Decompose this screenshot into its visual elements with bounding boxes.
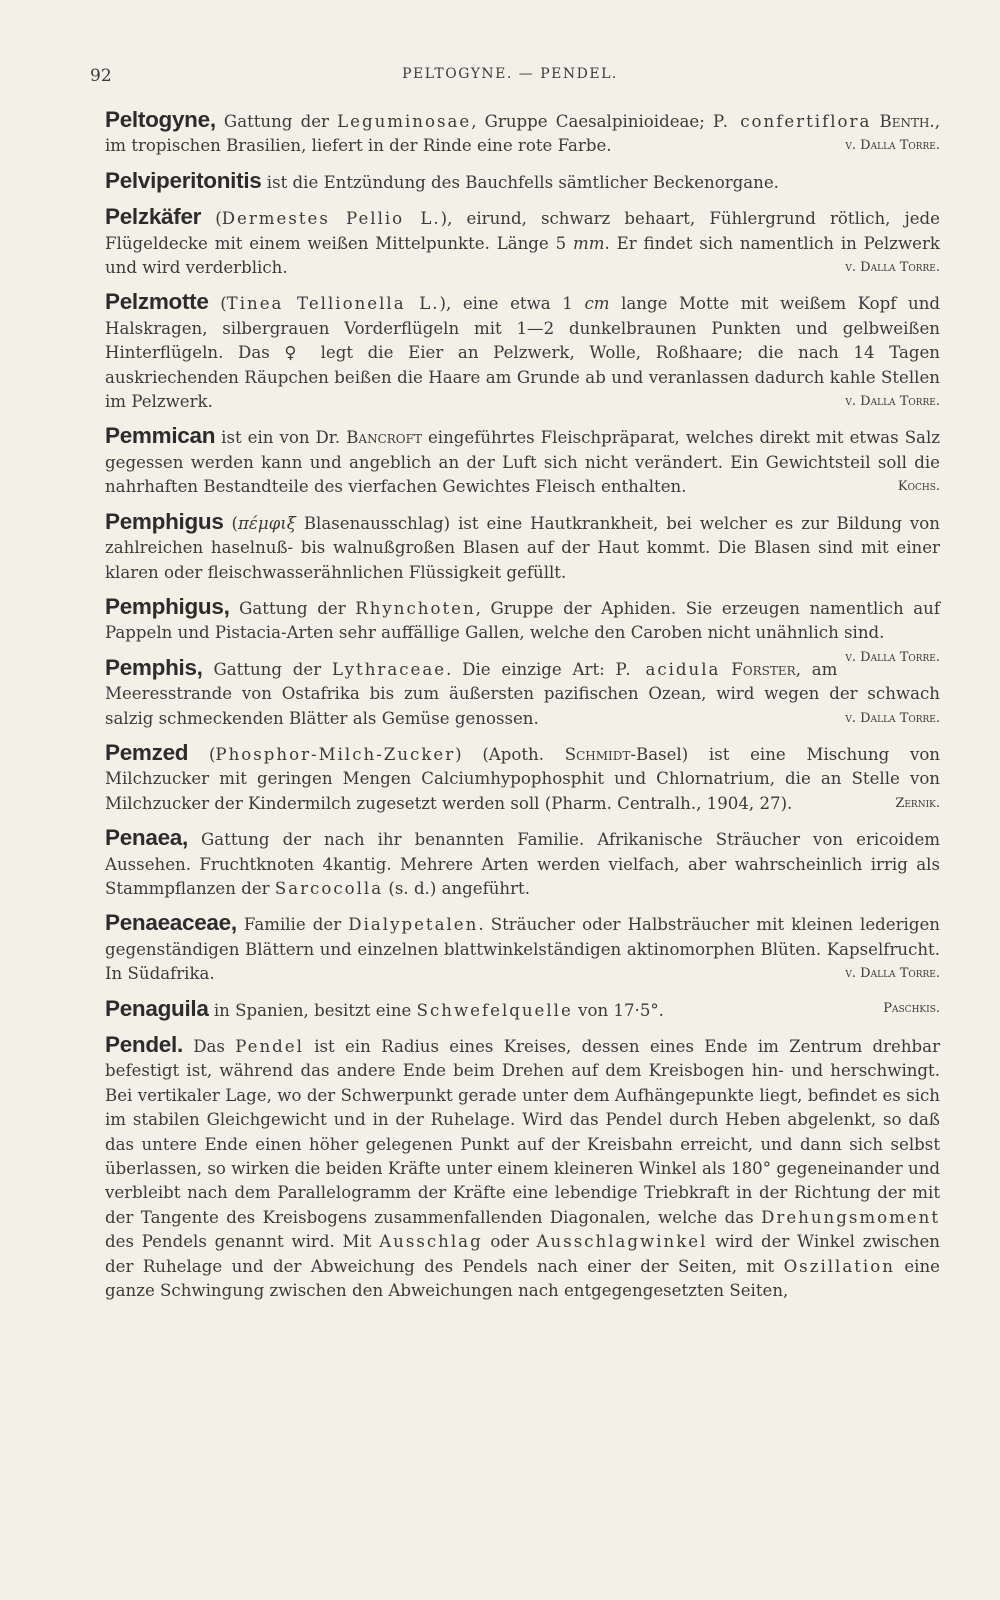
- author-name: Bancroft: [346, 428, 422, 448]
- spaced-term: P. confertiflora: [713, 112, 872, 131]
- entry-text: eingeführtes Fleischpräparat, welches direkt mit etwas Salz gegessen werden kann und angeblich an der Luft sich nicht verändert. Ein Gewichtsteil soll die nahrhaften Bestandteile des vierfachen Gewichtes Fleisch enthalten.: [105, 428, 941, 497]
- entry-pelzmotte: [105, 290, 940, 414]
- headword: Pemphigus: [105, 508, 224, 534]
- entry-text: Gattung der: [229, 598, 356, 618]
- entry-text: , im tropischen Brasilien, liefert in der Rinde eine rote Farbe.: [105, 112, 940, 156]
- entry-text: ist die Entzündung des Bauchfells sämtlicher Beckenorgane.: [261, 172, 779, 192]
- headword: Peltogyne,: [105, 107, 216, 132]
- entry-author: v. Dalla Torre.: [845, 649, 940, 665]
- entry-text: von 17·5°.: [572, 1000, 664, 1020]
- spaced-term: Ausschlag: [379, 1232, 483, 1252]
- entry-pemphigus-genus: [105, 593, 940, 665]
- author-name: Benth.: [879, 112, 935, 131]
- headword: Pemphis,: [105, 654, 203, 680]
- entry-pemmican: [105, 424, 940, 499]
- entry-text: wird der Winkel zwischen der Ruhelage und der Abweichung des Pendels nach einer der Seiten, mit: [105, 1232, 940, 1276]
- entry-text: , Gruppe der Aphiden. Sie erzeugen namentlich auf Pappeln und Pistacia-Arten sehr auffällige Gallen, welche den Caroben nicht unähnlich sind.: [105, 598, 940, 643]
- author-name: Schmidt: [564, 744, 631, 764]
- spaced-term: Tinea Tellionella L.: [226, 294, 440, 314]
- entry-text: . Sträucher oder Halbsträucher mit kleinen lederigen gegenständigen Blättern und einzelnen blattwinkelständigen aktinomorphen Blüten. Kapselfrucht. In Südafrika.: [105, 915, 940, 984]
- entry-text: , am Meeresstrande von Ostafrika bis zum äußersten pazifischen Ozean, wird wegen der schwach salzig schmeckenden Blätter als Gemüse genossen.: [105, 659, 940, 728]
- entry-author: Zernik.: [895, 795, 940, 811]
- entry-text: ), eine etwa 1: [439, 294, 585, 314]
- entry-text: lange Motte mit weißem Kopf und Halskragen, silbergrauen Vorderflügeln mit 1—2 dunkelbraunen Punkten und gelbweißen Hinterflügeln. Das ♀ legt die Eier an Pelzwerk, Wolle, Roßhaare; die nach 14 Tagen auskriechenden Räupchen beißen die Haare am Grunde ab und veranlassen dadurch kahle Stellen im Pelzwerk.: [105, 294, 941, 412]
- spaced-term: Schwefelquelle: [416, 1000, 573, 1020]
- spaced-term: Dialypetalen: [348, 915, 479, 935]
- headword: Pendel.: [105, 1032, 183, 1057]
- entry-pemzed: [105, 741, 940, 816]
- entry-penaeaceae: [105, 911, 940, 986]
- spaced-term: Leguminosae: [337, 112, 472, 131]
- page-number: 92: [90, 66, 112, 86]
- entry-text: Familie der: [236, 915, 349, 935]
- entry-text: ist ein Radius eines Kreises, dessen eines Ende im Zentrum drehbar befestigt ist, während das andere Ende beim Drehen auf dem Kreisbogen hin- und herschwingt. Bei vertikaler Lage, wo der Schwerpunkt gerade unter dem Aufhängepunkte liegt, befindet es sich im stabilen Gleichgewicht und in der Ruhelage. Wird das Pendel durch Heben abgelenkt, so daß das untere Ende einen höher gelegenen Punkt auf der Kreisbahn erreicht, und dann sich selbst überlassen, so wirken die beiden Kräfte unter einem kleineren Winkel als 180° gegeneinander und verbleibt nach dem Parallelogramm der Kräfte eine lebendige Triebkraft in der Richtung der mit der Tangente des Kreisbogens zusammenfallenden Diagonalen, welche das: [105, 1037, 940, 1227]
- spaced-term: Dermestes Pellio L.: [221, 209, 441, 229]
- entry-text: Gattung der nach ihr benannten Familie. Afrikanische Sträucher von ericoidem Aussehen. Fruchtknoten 4kantig. Mehrere Arten werden vielfach, aber wahrscheinlich irrig als Stammpflanzen der: [105, 830, 940, 898]
- entry-text: . Die einzige Art:: [446, 659, 616, 679]
- entry-text: (: [201, 209, 222, 229]
- entry-pelviperitonitis: [105, 169, 940, 195]
- entry-text: ) (Apoth.: [455, 744, 565, 764]
- entry-text: [720, 660, 731, 679]
- entry-text: (: [188, 744, 216, 764]
- author-name: Forster: [731, 659, 796, 679]
- unit: mm: [573, 233, 605, 253]
- entry-pemphigus-disease: [105, 510, 940, 585]
- entry-text: ist ein von Dr.: [215, 428, 347, 448]
- spaced-term: Rhynchoten: [355, 598, 476, 618]
- spaced-term: Pendel: [235, 1037, 304, 1056]
- entry-author: Paschkis.: [883, 1000, 940, 1016]
- entry-text: oder: [482, 1232, 537, 1252]
- spaced-term: Drehungsmoment: [761, 1207, 940, 1227]
- greek-term: πέμφιξ: [238, 513, 296, 533]
- page-header: [90, 66, 930, 88]
- running-title: PELTOGYNE. — PENDEL.: [402, 66, 618, 82]
- entry-text: (: [223, 513, 239, 533]
- headword: Penaguila: [105, 995, 209, 1021]
- spaced-term: Phosphor-Milch-Zucker: [215, 744, 456, 764]
- entry-text: . Er findet sich namentlich in Pelzwerk und wird verderblich.: [105, 233, 940, 278]
- entry-text: Gattung der: [215, 112, 338, 131]
- entry-author: v. Dalla Torre.: [845, 710, 940, 726]
- headword: Pemphigus,: [105, 593, 230, 619]
- spaced-term: Sarcocolla: [274, 878, 384, 898]
- headword: Pelzkäfer: [105, 204, 202, 230]
- entry-author: v. Dalla Torre.: [845, 260, 940, 276]
- headword: Pemmican: [105, 423, 216, 449]
- entry-author: v. Dalla Torre.: [845, 138, 940, 154]
- entry-text: ), eirund, schwarz behaart, Fühlergrund rötlich, jede Flügeldecke mit einem weißen Mittelpunkte. Länge 5: [105, 209, 940, 253]
- entry-author: Kochs.: [897, 479, 940, 495]
- entry-author: v. Dalla Torre.: [845, 394, 940, 410]
- spaced-term: Ausschlagwinkel: [536, 1232, 708, 1252]
- spaced-term: Lythraceae: [331, 659, 447, 679]
- entry-text: -Basel) ist eine Mischung von Milchzucker mit geringen Mengen Calciumhypophosphit und Chlornatrium, die an Stelle von Milchzucker der Kindermilch zugesetzt werden soll (Pharm. Centralh., 1904, 27).: [105, 744, 940, 813]
- entry-pelzkaefer: [105, 205, 940, 280]
- entry-text: (s. d.) angeführt.: [383, 878, 530, 898]
- entry-text: , Gruppe Caesalpinioideae;: [471, 112, 713, 131]
- headword: Penaea,: [105, 825, 188, 851]
- entry-text: des Pendels genannt wird. Mit: [105, 1232, 380, 1252]
- headword: Pelviperitonitis: [105, 167, 262, 193]
- unit: cm: [584, 294, 610, 314]
- spaced-term: Oszillation: [783, 1256, 895, 1276]
- entry-text: Blasenausschlag) ist eine Hautkrankheit, bei welcher es zur Bildung von zahlreichen haselnuß- bis walnußgroßen Blasen auf der Haut kommt. Die Blasen sind mit einer klaren oder fleischwasserähnlichen Flüssigkeit gefüllt.: [105, 513, 940, 582]
- entry-peltogyne: [105, 108, 940, 159]
- spaced-term: P. acidula: [615, 659, 721, 679]
- entry-penaea: [105, 826, 940, 901]
- entry-author: v. Dalla Torre.: [845, 966, 940, 982]
- headword: Penaeaceae,: [105, 910, 237, 936]
- entry-penaguila: [105, 997, 940, 1023]
- headword: Pelzmotte: [105, 289, 209, 315]
- entry-text: [871, 112, 879, 131]
- entry-pendel: [105, 1033, 940, 1303]
- entry-text: Das: [182, 1037, 236, 1056]
- entry-text: in Spanien, besitzt eine: [208, 1000, 417, 1020]
- entry-text: (: [208, 294, 227, 314]
- entry-text: Gattung der: [202, 659, 332, 679]
- dictionary-column: [105, 108, 940, 1313]
- headword: Pemzed: [105, 739, 189, 765]
- entry-pemphis: [105, 656, 940, 731]
- entry-text: eine ganze Schwingung zwischen den Abweichungen nach entgegengesetzten Seiten,: [105, 1256, 940, 1301]
